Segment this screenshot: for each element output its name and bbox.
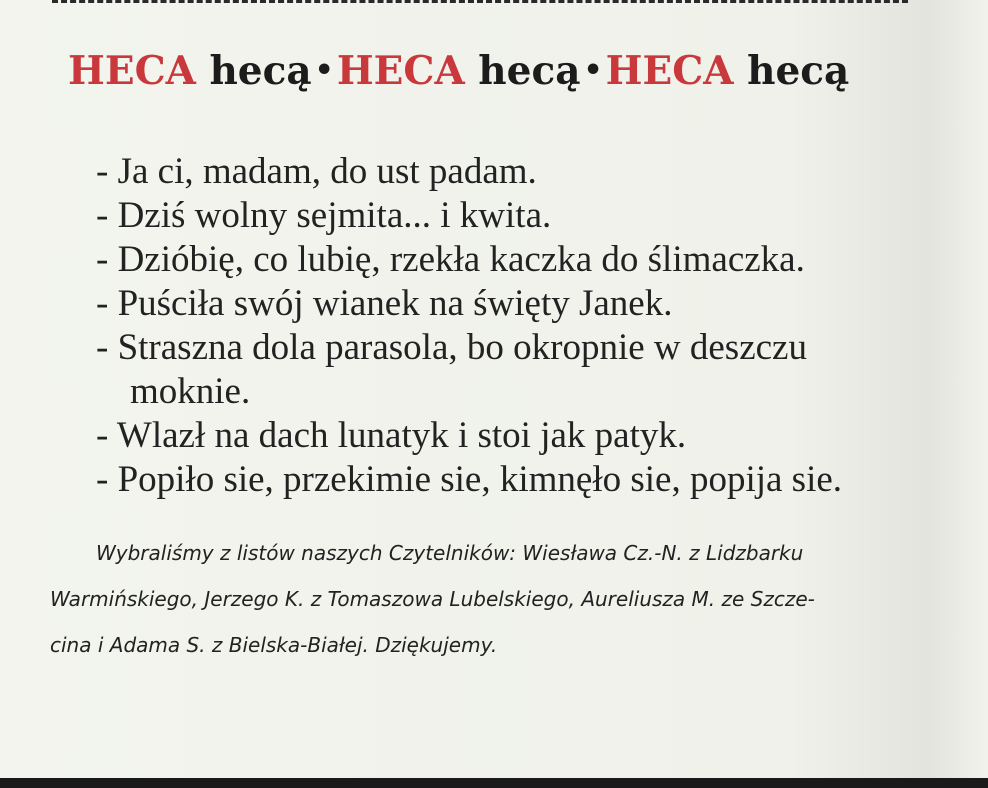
- saying-text: - Straszna dola parasola, bo okropnie w deszczu: [96, 327, 807, 368]
- saying-item: [96, 326, 916, 414]
- sayings-list: [96, 150, 916, 502]
- heading: [68, 44, 928, 98]
- saying-item: [96, 194, 916, 238]
- saying-text-continuation: moknie.: [130, 371, 251, 412]
- credits-line-3: cina i Adama S. z Bielska-Białej. Dziękujemy.: [50, 633, 498, 657]
- heading-bullet-1: •: [314, 53, 334, 88]
- heading-heca-2: HECA: [336, 48, 465, 94]
- heading-bullet-2: •: [583, 53, 603, 88]
- heading-heca-1: HECA: [68, 48, 196, 94]
- credits-line-2: Warmińskiego, Jerzego K. z Tomaszowa Lubelskiego, Aureliusza M. ze Szcze-: [50, 587, 815, 611]
- saying-text: - Popiło sie, przekimie sie, kimnęło sie, popija sie.: [96, 459, 843, 500]
- saying-item: [96, 282, 916, 326]
- heading-heca-lower-3: hecą: [733, 48, 850, 94]
- saying-text: - Ja ci, madam, do ust padam.: [96, 151, 537, 192]
- saying-item: [96, 150, 916, 194]
- heading-heca-lower-1: hecą: [195, 48, 312, 94]
- saying-item: [96, 414, 916, 458]
- saying-text: - Dziś wolny sejmita... i kwita.: [96, 195, 552, 236]
- dashed-divider: [52, 0, 908, 3]
- saying-text: - Wlazł na dach lunatyk i stoi jak patyk.: [96, 415, 687, 456]
- heading-heca-lower-2: hecą: [464, 48, 581, 94]
- saying-text: - Puściła swój wianek na święty Janek.: [96, 283, 673, 324]
- credits-note: [50, 530, 910, 668]
- saying-item: [96, 458, 916, 502]
- credits-line-1: Wybraliśmy z listów naszych Czytelników: Wiesława Cz.-N. z Lidzbarku: [96, 541, 804, 565]
- heading-heca-3: HECA: [605, 48, 734, 94]
- bottom-edge: [0, 778, 988, 788]
- saying-item: [96, 238, 916, 282]
- saying-text: - Dzióbię, co lubię, rzekła kaczka do ślimaczka.: [96, 239, 805, 280]
